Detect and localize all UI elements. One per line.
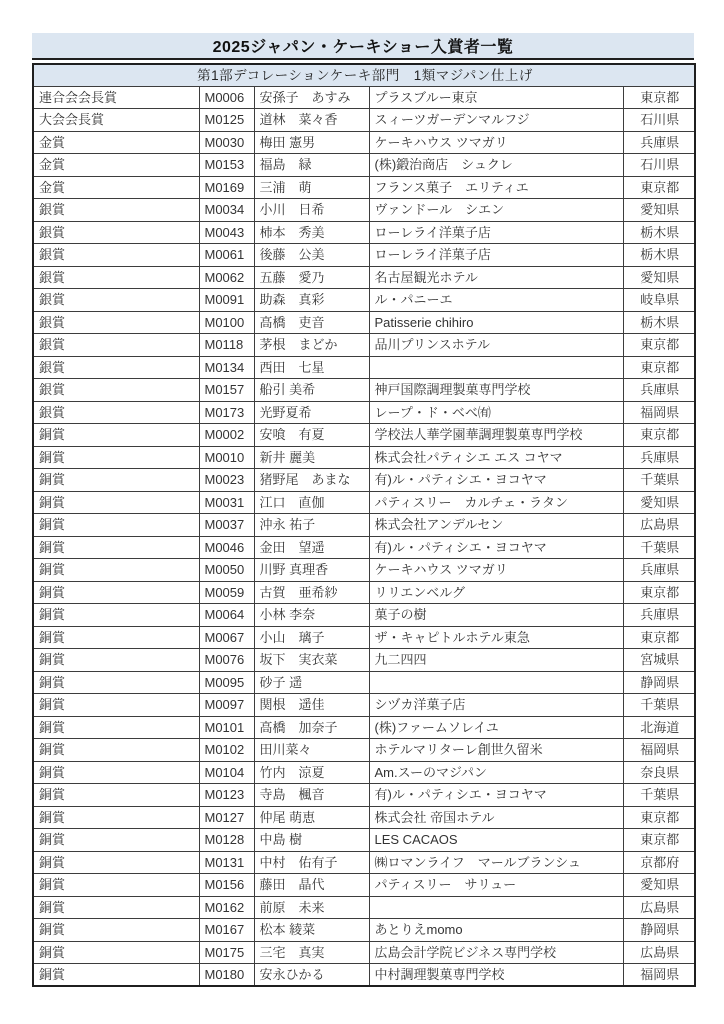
table-row — [33, 604, 695, 627]
cell-name: 小山 璃子 — [254, 626, 369, 649]
cell-prefecture: 千葉県 — [623, 784, 695, 807]
cell-prefecture: 栃木県 — [623, 311, 695, 334]
cell-prefecture: 石川県 — [623, 154, 695, 177]
cell-award: 銅賞 — [33, 581, 199, 604]
cell-id: M0059 — [199, 581, 254, 604]
cell-prefecture: 千葉県 — [623, 694, 695, 717]
cell-award: 銀賞 — [33, 379, 199, 402]
cell-prefecture: 兵庫県 — [623, 379, 695, 402]
cell-name: 前原 未来 — [254, 896, 369, 919]
cell-award: 銅賞 — [33, 424, 199, 447]
cell-award: 銅賞 — [33, 761, 199, 784]
table-row — [33, 176, 695, 199]
cell-organization: 名古屋観光ホテル — [369, 266, 623, 289]
cell-id: M0037 — [199, 514, 254, 537]
cell-organization: ザ・キャピトルホテル東急 — [369, 626, 623, 649]
cell-organization: ケーキハウス ツマガリ — [369, 559, 623, 582]
cell-id: M0134 — [199, 356, 254, 379]
cell-id: M0091 — [199, 289, 254, 312]
cell-name: 梅田 憲男 — [254, 131, 369, 154]
cell-id: M0156 — [199, 874, 254, 897]
table-row — [33, 739, 695, 762]
cell-organization: (株)ファームソレイユ — [369, 716, 623, 739]
cell-name: 安喰 有夏 — [254, 424, 369, 447]
cell-prefecture: 栃木県 — [623, 244, 695, 267]
cell-prefecture: 東京都 — [623, 356, 695, 379]
cell-name: 三宅 真実 — [254, 941, 369, 964]
cell-name: 五藤 愛乃 — [254, 266, 369, 289]
cell-award: 銅賞 — [33, 874, 199, 897]
cell-award: 銅賞 — [33, 941, 199, 964]
cell-name: 柿本 秀美 — [254, 221, 369, 244]
cell-organization: 九二四四 — [369, 649, 623, 672]
cell-name: 関根 遥佳 — [254, 694, 369, 717]
table-row — [33, 694, 695, 717]
cell-award: 銅賞 — [33, 919, 199, 942]
table-row — [33, 851, 695, 874]
cell-award: 銅賞 — [33, 626, 199, 649]
cell-name: 新井 麗美 — [254, 446, 369, 469]
table-row — [33, 649, 695, 672]
table-row — [33, 941, 695, 964]
cell-award: 銀賞 — [33, 311, 199, 334]
table-row — [33, 266, 695, 289]
cell-organization: ケーキハウス ツマガリ — [369, 131, 623, 154]
cell-prefecture: 広島県 — [623, 941, 695, 964]
cell-organization: シヅカ洋菓子店 — [369, 694, 623, 717]
cell-award: 銅賞 — [33, 694, 199, 717]
table-row — [33, 154, 695, 177]
cell-name: 川野 真理香 — [254, 559, 369, 582]
cell-award: 銅賞 — [33, 491, 199, 514]
cell-prefecture: 福岡県 — [623, 739, 695, 762]
cell-prefecture: 東京都 — [623, 829, 695, 852]
cell-award: 銀賞 — [33, 221, 199, 244]
table-row — [33, 289, 695, 312]
cell-prefecture: 千葉県 — [623, 469, 695, 492]
cell-id: M0050 — [199, 559, 254, 582]
cell-prefecture: 京都府 — [623, 851, 695, 874]
table-row — [33, 334, 695, 357]
cell-award: 銅賞 — [33, 964, 199, 987]
cell-name: 安永ひかる — [254, 964, 369, 987]
cell-prefecture: 兵庫県 — [623, 604, 695, 627]
cell-id: M0031 — [199, 491, 254, 514]
cell-prefecture: 東京都 — [623, 581, 695, 604]
cell-id: M0064 — [199, 604, 254, 627]
cell-organization: あとりえmomo — [369, 919, 623, 942]
cell-organization: 株式会社パティシエ エス コヤマ — [369, 446, 623, 469]
table-row — [33, 221, 695, 244]
cell-name: 後藤 公美 — [254, 244, 369, 267]
cell-organization: ローレライ洋菓子店 — [369, 221, 623, 244]
cell-id: M0101 — [199, 716, 254, 739]
page-title: 2025ジャパン・ケーキショー入賞者一覧 — [32, 33, 694, 60]
cell-id: M0062 — [199, 266, 254, 289]
cell-id: M0046 — [199, 536, 254, 559]
cell-organization: ローレライ洋菓子店 — [369, 244, 623, 267]
cell-award: 銅賞 — [33, 469, 199, 492]
cell-id: M0173 — [199, 401, 254, 424]
cell-award: 銀賞 — [33, 356, 199, 379]
cell-prefecture: 福岡県 — [623, 401, 695, 424]
cell-organization: リリエンベルグ — [369, 581, 623, 604]
cell-organization — [369, 896, 623, 919]
cell-id: M0128 — [199, 829, 254, 852]
cell-organization: 有)ル・パティシエ・ヨコヤマ — [369, 469, 623, 492]
table-row — [33, 356, 695, 379]
table-row — [33, 671, 695, 694]
cell-name: 高橋 吏音 — [254, 311, 369, 334]
cell-name: 助森 真彩 — [254, 289, 369, 312]
cell-id: M0061 — [199, 244, 254, 267]
cell-id: M0002 — [199, 424, 254, 447]
cell-award: 銅賞 — [33, 514, 199, 537]
cell-id: M0006 — [199, 86, 254, 109]
cell-organization: Patisserie chihiro — [369, 311, 623, 334]
cell-prefecture: 奈良県 — [623, 761, 695, 784]
cell-name: 小川 日希 — [254, 199, 369, 222]
cell-award: 銅賞 — [33, 649, 199, 672]
cell-prefecture: 愛知県 — [623, 874, 695, 897]
cell-award: 銅賞 — [33, 604, 199, 627]
table-row — [33, 761, 695, 784]
cell-id: M0167 — [199, 919, 254, 942]
cell-organization: 広島会計学院ビジネス専門学校 — [369, 941, 623, 964]
cell-prefecture: 広島県 — [623, 514, 695, 537]
cell-award: 銀賞 — [33, 401, 199, 424]
cell-name: 三浦 萌 — [254, 176, 369, 199]
cell-name: 小林 李奈 — [254, 604, 369, 627]
cell-organization: パティスリー サリュー — [369, 874, 623, 897]
cell-id: M0175 — [199, 941, 254, 964]
cell-award: 銀賞 — [33, 334, 199, 357]
cell-award: 銅賞 — [33, 896, 199, 919]
cell-name: 福島 緑 — [254, 154, 369, 177]
cell-award: 銀賞 — [33, 266, 199, 289]
cell-name: 古賀 亜希紗 — [254, 581, 369, 604]
cell-award: 銀賞 — [33, 244, 199, 267]
cell-id: M0180 — [199, 964, 254, 987]
cell-organization: 学校法人華学園華調理製菓専門学校 — [369, 424, 623, 447]
cell-award: 銅賞 — [33, 784, 199, 807]
table-row — [33, 806, 695, 829]
cell-prefecture: 北海道 — [623, 716, 695, 739]
cell-organization: 神戸国際調理製菓専門学校 — [369, 379, 623, 402]
cell-prefecture: 千葉県 — [623, 536, 695, 559]
cell-organization: 有)ル・パティシエ・ヨコヤマ — [369, 784, 623, 807]
cell-prefecture: 福岡県 — [623, 964, 695, 987]
cell-award: 銅賞 — [33, 671, 199, 694]
cell-name: 砂子 遥 — [254, 671, 369, 694]
cell-name: 船引 美希 — [254, 379, 369, 402]
cell-name: 中村 佑有子 — [254, 851, 369, 874]
cell-award: 銅賞 — [33, 716, 199, 739]
cell-id: M0123 — [199, 784, 254, 807]
cell-name: 仲尾 萌恵 — [254, 806, 369, 829]
cell-name: 藤田 晶代 — [254, 874, 369, 897]
cell-name: 竹内 涼夏 — [254, 761, 369, 784]
cell-id: M0104 — [199, 761, 254, 784]
cell-organization: ㈱ロマンライフ マールブランシュ — [369, 851, 623, 874]
cell-name: 道林 菜々香 — [254, 109, 369, 132]
cell-id: M0010 — [199, 446, 254, 469]
cell-prefecture: 静岡県 — [623, 671, 695, 694]
cell-award: 銅賞 — [33, 806, 199, 829]
cell-name: 江口 直伽 — [254, 491, 369, 514]
cell-id: M0043 — [199, 221, 254, 244]
cell-prefecture: 石川県 — [623, 109, 695, 132]
cell-id: M0023 — [199, 469, 254, 492]
cell-award: 金賞 — [33, 131, 199, 154]
cell-organization: 品川プリンスホテル — [369, 334, 623, 357]
cell-award: 金賞 — [33, 154, 199, 177]
cell-award: 銅賞 — [33, 536, 199, 559]
cell-id: M0102 — [199, 739, 254, 762]
cell-prefecture: 東京都 — [623, 334, 695, 357]
table-row — [33, 919, 695, 942]
cell-prefecture: 東京都 — [623, 86, 695, 109]
cell-id: M0095 — [199, 671, 254, 694]
cell-organization: パティスリー カルチェ・ラタン — [369, 491, 623, 514]
cell-organization: レープ・ド・ベベ㈲ — [369, 401, 623, 424]
table-row — [33, 829, 695, 852]
cell-prefecture: 広島県 — [623, 896, 695, 919]
table-row — [33, 581, 695, 604]
table-row — [33, 491, 695, 514]
awards-table — [32, 63, 696, 987]
cell-prefecture: 岐阜県 — [623, 289, 695, 312]
cell-organization: スィーツガーデンマルフジ — [369, 109, 623, 132]
cell-name: 田川菜々 — [254, 739, 369, 762]
cell-organization: ホテルマリターレ創世久留米 — [369, 739, 623, 762]
cell-id: M0127 — [199, 806, 254, 829]
cell-id: M0100 — [199, 311, 254, 334]
cell-name: 高橋 加奈子 — [254, 716, 369, 739]
cell-prefecture: 東京都 — [623, 806, 695, 829]
table-row — [33, 964, 695, 987]
cell-id: M0076 — [199, 649, 254, 672]
table-row — [33, 716, 695, 739]
table-row — [33, 379, 695, 402]
cell-prefecture: 東京都 — [623, 424, 695, 447]
table-row — [33, 424, 695, 447]
cell-organization: 株式会社アンデルセン — [369, 514, 623, 537]
table-row — [33, 536, 695, 559]
cell-award: 銅賞 — [33, 559, 199, 582]
cell-award: 連合会会長賞 — [33, 86, 199, 109]
cell-award: 銅賞 — [33, 739, 199, 762]
cell-organization — [369, 671, 623, 694]
cell-award: 銀賞 — [33, 199, 199, 222]
cell-name: 中島 樹 — [254, 829, 369, 852]
cell-organization: 中村調理製菓専門学校 — [369, 964, 623, 987]
cell-organization — [369, 356, 623, 379]
cell-prefecture: 愛知県 — [623, 199, 695, 222]
cell-award: 銅賞 — [33, 446, 199, 469]
cell-prefecture: 栃木県 — [623, 221, 695, 244]
cell-organization: ル・パニーエ — [369, 289, 623, 312]
table-row — [33, 86, 695, 109]
table-row — [33, 626, 695, 649]
cell-name: 松本 綾菜 — [254, 919, 369, 942]
cell-id: M0169 — [199, 176, 254, 199]
cell-name: 寺島 楓音 — [254, 784, 369, 807]
cell-prefecture: 宮城県 — [623, 649, 695, 672]
table-row — [33, 896, 695, 919]
cell-prefecture: 兵庫県 — [623, 559, 695, 582]
cell-prefecture: 愛知県 — [623, 491, 695, 514]
cell-organization: フランス菓子 エリティエ — [369, 176, 623, 199]
cell-prefecture: 東京都 — [623, 626, 695, 649]
cell-organization: 有)ル・パティシエ・ヨコヤマ — [369, 536, 623, 559]
table-row — [33, 874, 695, 897]
table-row — [33, 559, 695, 582]
cell-name: 茅根 まどか — [254, 334, 369, 357]
cell-organization: (株)鍛治商店 シュクレ — [369, 154, 623, 177]
cell-organization: ヴァンドール シエン — [369, 199, 623, 222]
cell-name: 光野夏希 — [254, 401, 369, 424]
cell-id: M0118 — [199, 334, 254, 357]
award-list-sheet — [32, 33, 694, 987]
cell-award: 大会会長賞 — [33, 109, 199, 132]
cell-id: M0034 — [199, 199, 254, 222]
table-row — [33, 401, 695, 424]
cell-award: 銀賞 — [33, 289, 199, 312]
cell-organization: プラスブルー東京 — [369, 86, 623, 109]
cell-award: 銅賞 — [33, 851, 199, 874]
cell-organization: Am.スーのマジパン — [369, 761, 623, 784]
table-row — [33, 199, 695, 222]
table-row — [33, 311, 695, 334]
table-row — [33, 446, 695, 469]
cell-award: 銅賞 — [33, 829, 199, 852]
cell-prefecture: 兵庫県 — [623, 446, 695, 469]
cell-prefecture: 静岡県 — [623, 919, 695, 942]
cell-id: M0125 — [199, 109, 254, 132]
cell-organization: LES CACAOS — [369, 829, 623, 852]
section-header-row — [33, 64, 695, 86]
cell-prefecture: 愛知県 — [623, 266, 695, 289]
cell-id: M0162 — [199, 896, 254, 919]
cell-id: M0067 — [199, 626, 254, 649]
table-row — [33, 109, 695, 132]
cell-id: M0097 — [199, 694, 254, 717]
cell-id: M0030 — [199, 131, 254, 154]
table-row — [33, 131, 695, 154]
table-row — [33, 469, 695, 492]
section-header: 第1部デコレーションケーキ部門 1類マジパン仕上げ — [33, 64, 695, 86]
cell-name: 金田 望遥 — [254, 536, 369, 559]
cell-organization: 株式会社 帝国ホテル — [369, 806, 623, 829]
cell-award: 金賞 — [33, 176, 199, 199]
cell-name: 沖永 祐子 — [254, 514, 369, 537]
table-row — [33, 514, 695, 537]
table-row — [33, 244, 695, 267]
cell-prefecture: 兵庫県 — [623, 131, 695, 154]
cell-prefecture: 東京都 — [623, 176, 695, 199]
cell-id: M0131 — [199, 851, 254, 874]
cell-name: 西田 七星 — [254, 356, 369, 379]
cell-id: M0153 — [199, 154, 254, 177]
cell-organization: 菓子の樹 — [369, 604, 623, 627]
cell-name: 猪野尾 あまな — [254, 469, 369, 492]
cell-name: 坂下 実衣菜 — [254, 649, 369, 672]
cell-name: 安孫子 あすみ — [254, 86, 369, 109]
cell-id: M0157 — [199, 379, 254, 402]
table-row — [33, 784, 695, 807]
